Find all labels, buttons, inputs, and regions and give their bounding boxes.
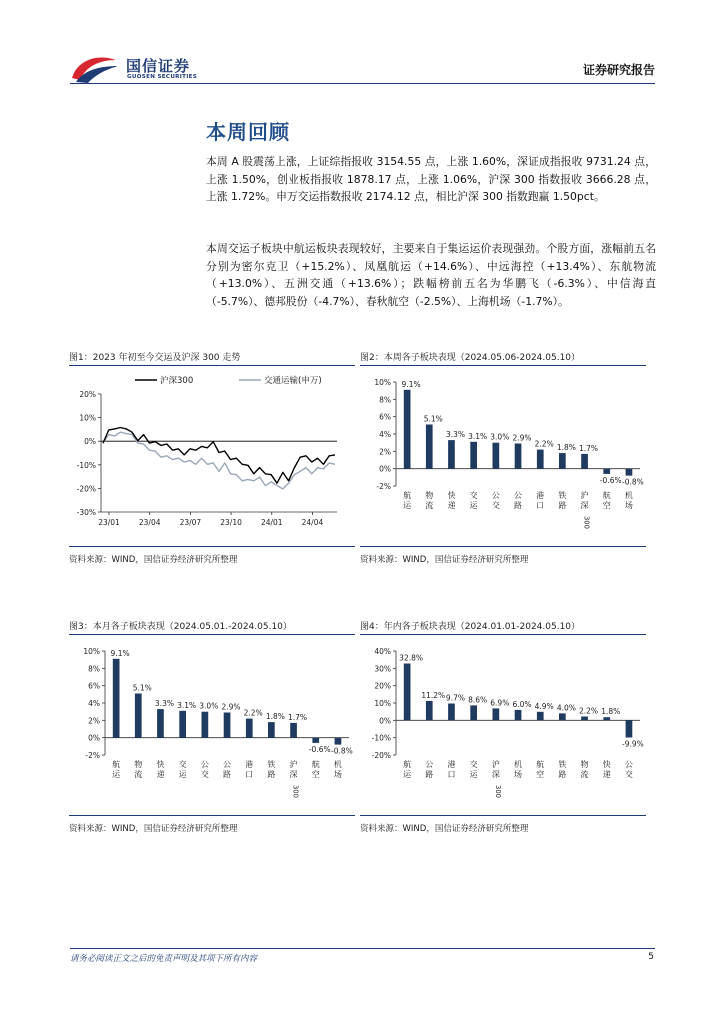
data-label: -0.8% <box>622 477 644 487</box>
report-type-label: 证券研究报告 <box>582 63 655 77</box>
bar <box>404 664 411 721</box>
category-label <box>492 759 502 798</box>
category-label-char: 口 <box>245 770 254 779</box>
data-label: -0.6% <box>599 475 622 485</box>
data-label: 2.9% <box>221 702 241 712</box>
category-label <box>179 759 188 779</box>
bar <box>426 701 433 720</box>
y-tick-label: 0% <box>379 464 391 474</box>
data-label: 1.8% <box>556 443 576 453</box>
y-tick-label: -10% <box>371 733 391 743</box>
y-tick-label: -10% <box>76 460 96 470</box>
figure-title: 图2：本周各子板块表现（2024.05.06-2024.05.10） <box>360 353 581 363</box>
category-label-char: 交 <box>469 760 478 769</box>
bar <box>493 708 500 720</box>
category-label <box>536 490 544 510</box>
category-label <box>603 759 611 779</box>
bar-chart <box>360 368 646 543</box>
category-label-char: 铁 <box>558 760 567 769</box>
bar <box>626 720 633 737</box>
y-tick-label: 2% <box>88 716 100 726</box>
bar <box>470 442 477 469</box>
category-label-char: 公 <box>425 760 434 769</box>
bar <box>603 717 610 720</box>
category-label <box>536 759 544 779</box>
bar <box>448 440 455 469</box>
bar <box>470 705 477 720</box>
y-tick-label: 4% <box>379 430 391 439</box>
category-label-char: 运 <box>469 770 478 779</box>
category-label-char: 口 <box>536 501 545 510</box>
category-label-char: 路 <box>425 770 434 779</box>
y-tick-label: 10% <box>374 378 391 387</box>
category-label-char: 铁 <box>267 760 276 769</box>
data-label: 3.0% <box>490 432 510 442</box>
category-label-char: 公 <box>223 760 231 769</box>
category-label-char: 路 <box>223 770 231 779</box>
bar <box>290 723 297 738</box>
bar <box>537 450 544 469</box>
bar <box>246 719 253 738</box>
category-label-char: 交 <box>200 770 209 779</box>
figure-title: 图3：本月各子板块表现（2024.05.01.-2024.05.10） <box>69 622 292 632</box>
figure-top-rule <box>69 365 355 366</box>
y-tick-label: 30% <box>374 664 391 674</box>
category-label <box>514 491 522 510</box>
category-label <box>290 759 300 798</box>
data-label: 11.2% <box>421 690 446 700</box>
figure-top-rule <box>360 634 646 635</box>
bar <box>515 710 522 720</box>
category-label-char: 交 <box>624 770 633 779</box>
figure-top-rule <box>69 634 355 635</box>
category-label <box>603 490 611 510</box>
data-label: 32.8% <box>399 653 424 663</box>
data-label: 1.8% <box>601 707 621 717</box>
data-label: 3.1% <box>177 700 197 710</box>
category-label <box>492 491 500 510</box>
series-line <box>103 428 335 484</box>
data-label: 3.0% <box>199 701 219 711</box>
category-label-digits: 300 <box>493 785 502 798</box>
bar <box>157 709 164 738</box>
category-label-char: 场 <box>333 770 342 779</box>
category-label <box>223 760 231 779</box>
bar-chart <box>69 637 355 812</box>
category-label <box>425 760 433 779</box>
y-tick-label: -30% <box>76 508 96 517</box>
category-label <box>514 759 522 779</box>
data-label: 5.1% <box>423 414 443 424</box>
category-label-char: 空 <box>602 501 611 510</box>
data-label: 4.0% <box>556 703 576 713</box>
bar <box>335 738 342 745</box>
y-tick-label: -20% <box>76 484 96 494</box>
bar <box>224 713 231 738</box>
line-chart <box>69 368 355 543</box>
bar <box>202 712 209 738</box>
bar <box>179 711 186 738</box>
category-label-digits: 300 <box>291 785 300 798</box>
figure-source: 资料来源：WIND，国信证券经济研究所整理 <box>360 555 529 565</box>
y-tick-label: 8% <box>379 395 391 405</box>
category-label-char: 运 <box>469 501 478 510</box>
footer-divider <box>70 948 655 949</box>
data-label: 2.2% <box>579 706 599 716</box>
figure-bottom-rule <box>360 546 646 547</box>
category-label-char: 机 <box>333 760 342 769</box>
data-label: 5.1% <box>132 683 152 693</box>
category-label-char: 港 <box>245 760 254 769</box>
data-label: -9.9% <box>622 739 644 749</box>
sector-review-paragraph: 本周交运子板块中航运板块表现较好，主要来自于集运运价表现强劲。个股方面，涨幅前五名分别为密尔克卫（+15.2%）、凤凰航运（+14.6%）、中远海控（+13.4%）、东航物流（+13.0%）、五洲交通（+13.6%）；跌幅榜前五名为华鹏飞（-6.3%）、中信海直（-5.7%）、德邦股份（-4.7%）、春秋航空（-2.5%）、上海机场（-1.7%）。 <box>206 242 656 308</box>
category-label <box>447 759 455 779</box>
guosen-logo-icon <box>70 52 120 84</box>
category-label-char: 流 <box>580 770 589 779</box>
data-label: 3.1% <box>468 431 488 441</box>
legend-label: 交通运输(申万) <box>264 376 322 386</box>
category-label-char: 运 <box>403 770 412 779</box>
category-label-char: 航 <box>602 491 611 500</box>
category-label <box>581 490 591 529</box>
y-tick-label: 6% <box>379 412 391 422</box>
category-label-char: 物 <box>580 760 589 769</box>
x-tick-label: 24/01 <box>260 518 283 527</box>
bar <box>113 659 120 738</box>
category-label-char: 铁 <box>558 491 567 500</box>
bar <box>135 694 142 738</box>
y-tick-label: 8% <box>88 664 100 674</box>
category-label-char: 港 <box>536 491 545 500</box>
category-label <box>403 759 412 779</box>
x-tick-label: 23/04 <box>138 518 161 527</box>
category-label-char: 流 <box>425 501 434 510</box>
bar <box>493 443 500 469</box>
category-label <box>267 759 275 779</box>
category-label-char: 航 <box>403 760 412 769</box>
category-label-char: 口 <box>447 770 456 779</box>
figure-title: 图1：2023 年初至今交运及沪深 300 走势 <box>69 353 241 363</box>
category-label-char: 物 <box>134 760 143 769</box>
y-tick-label: 40% <box>374 647 391 656</box>
category-label-char: 路 <box>514 501 522 510</box>
figure-title: 图4：年内各子板块表现（2024.01.01-2024.05.10） <box>360 622 581 632</box>
y-tick-label: -20% <box>371 751 391 760</box>
y-tick-label: 6% <box>88 681 100 691</box>
bar <box>404 390 411 469</box>
category-label-char: 递 <box>602 770 611 779</box>
data-label: 2.2% <box>534 439 554 449</box>
logo-text-en: GUOSEN SECURITIES <box>127 74 198 80</box>
bar <box>312 738 319 743</box>
data-label: 1.8% <box>265 712 285 722</box>
category-label-char: 沪 <box>580 491 589 500</box>
category-label-char: 公 <box>624 760 633 769</box>
y-tick-label: 0% <box>379 716 391 726</box>
data-label: 9.1% <box>110 648 130 658</box>
category-label <box>447 490 455 510</box>
category-label-char: 航 <box>311 760 320 769</box>
weekly-review-paragraph: 本周 A 股震荡上涨，上证综指报收 3154.55 点，上涨 1.60%，深证成指报收 9731.24 点，上涨 1.50%，创业板指报收 1878.17 点，上涨 1.06%，沪深 300 指数报收 3666.28 点，上涨 1.72%。申万交运指数报收 2174.12 点，相比沪深 300 指数跑赢 1.50pct。 <box>206 155 656 203</box>
category-label-char: 航 <box>403 491 412 500</box>
category-label-char: 深 <box>580 501 589 510</box>
x-tick-label: 23/07 <box>179 518 202 527</box>
category-label <box>112 759 121 779</box>
category-label <box>581 759 589 779</box>
x-tick-label: 23/10 <box>220 518 242 527</box>
data-label: 2.2% <box>243 708 263 718</box>
category-label <box>334 759 342 779</box>
category-label <box>425 490 433 510</box>
category-label-char: 运 <box>178 770 187 779</box>
bar <box>448 704 455 721</box>
page-number: 5 <box>648 952 654 962</box>
figure-bottom-rule <box>69 815 355 816</box>
figure-source: 资料来源：WIND，国信证券经济研究所整理 <box>69 824 238 834</box>
bar <box>626 469 633 476</box>
figure-source: 资料来源：WIND，国信证券经济研究所整理 <box>69 555 238 565</box>
data-label: 1.7% <box>579 443 599 453</box>
data-label: 4.9% <box>534 701 554 711</box>
category-label-char: 航 <box>536 760 545 769</box>
legend-label: 沪深300 <box>160 376 194 386</box>
category-label-char: 快 <box>156 760 165 769</box>
category-label-char: 快 <box>602 760 611 769</box>
category-label-char: 沪 <box>289 760 298 769</box>
category-label-char: 公 <box>514 491 522 500</box>
category-label <box>201 760 209 779</box>
y-tick-label: 2% <box>379 447 391 457</box>
category-label-char: 港 <box>447 760 456 769</box>
bar <box>559 713 566 720</box>
category-label-char: 场 <box>514 770 522 779</box>
logo-text-cn: 国信证券 <box>126 57 191 75</box>
category-label <box>245 759 253 779</box>
disclaimer-text: 请务必阅读正文之后的免责声明及其项下所有内容 <box>70 954 258 964</box>
category-label-char: 场 <box>624 501 633 510</box>
data-label: 8.6% <box>468 695 488 705</box>
data-label: 9.7% <box>445 693 465 703</box>
category-label <box>470 490 479 510</box>
y-tick-label: -2% <box>376 482 391 491</box>
category-label <box>625 760 633 779</box>
data-label: 3.3% <box>445 430 465 440</box>
category-label-char: 递 <box>447 501 456 510</box>
category-label <box>470 759 479 779</box>
bar <box>581 454 588 469</box>
bar <box>268 722 275 738</box>
bar <box>515 444 522 469</box>
figure-bottom-rule <box>69 546 355 547</box>
y-tick-label: 20% <box>79 390 96 399</box>
figure-top-rule <box>360 365 646 366</box>
category-label-char: 空 <box>536 770 545 779</box>
category-label <box>403 490 412 510</box>
category-label <box>156 759 164 779</box>
category-label <box>558 759 566 779</box>
y-tick-label: 20% <box>374 681 391 691</box>
category-label-char: 递 <box>156 770 165 779</box>
bar <box>537 712 544 721</box>
data-label: 1.7% <box>288 712 308 722</box>
bar <box>581 717 588 721</box>
category-label-char: 沪 <box>491 760 500 769</box>
category-label-char: 路 <box>558 770 567 779</box>
category-label <box>625 490 633 510</box>
y-tick-label: 4% <box>88 699 100 708</box>
y-tick-label: 10% <box>79 413 96 423</box>
category-label-char: 深 <box>289 770 298 779</box>
bar <box>559 453 566 469</box>
category-label-char: 交 <box>178 760 187 769</box>
data-label: 9.1% <box>401 379 421 389</box>
y-tick-label: 0% <box>88 733 100 743</box>
data-label: 6.0% <box>512 699 532 709</box>
bar <box>426 425 433 469</box>
y-tick-label: 0% <box>84 437 96 447</box>
category-label-char: 快 <box>447 491 456 500</box>
category-label-char: 公 <box>200 760 209 769</box>
guosen-logo <box>70 52 220 86</box>
category-label <box>134 759 142 779</box>
bar <box>603 469 610 474</box>
data-label: 3.3% <box>154 699 174 709</box>
category-label-char: 机 <box>624 491 633 500</box>
category-label-char: 公 <box>491 491 500 500</box>
category-label-char: 交 <box>491 501 500 510</box>
category-label-char: 路 <box>267 770 276 779</box>
section-title: 本周回顾 <box>206 120 290 144</box>
y-tick-label: -2% <box>85 751 100 760</box>
category-label-char: 交 <box>469 491 478 500</box>
x-tick-label: 24/04 <box>301 518 324 527</box>
category-label-char: 物 <box>425 491 434 500</box>
category-label-char: 空 <box>311 770 320 779</box>
data-label: -0.8% <box>331 746 353 756</box>
figure-bottom-rule <box>360 815 646 816</box>
category-label-char: 路 <box>558 501 567 510</box>
category-label-char: 流 <box>134 770 143 779</box>
category-label-char: 机 <box>514 760 522 769</box>
category-label-char: 航 <box>112 760 121 769</box>
data-label: 2.9% <box>512 433 532 443</box>
category-label-char: 深 <box>491 770 500 779</box>
data-label: 6.9% <box>490 698 510 708</box>
category-label-char: 运 <box>403 501 412 510</box>
y-tick-label: 10% <box>83 647 100 656</box>
category-label-char: 运 <box>112 770 121 779</box>
data-label: -0.6% <box>308 744 331 754</box>
header-divider <box>70 83 655 84</box>
x-tick-label: 23/01 <box>98 518 120 527</box>
category-label <box>558 490 566 510</box>
figure-source: 资料来源：WIND，国信证券经济研究所整理 <box>360 824 529 834</box>
category-label-digits: 300 <box>582 516 591 529</box>
bar-chart <box>360 637 646 812</box>
y-tick-label: 10% <box>374 699 391 708</box>
category-label <box>312 759 320 779</box>
